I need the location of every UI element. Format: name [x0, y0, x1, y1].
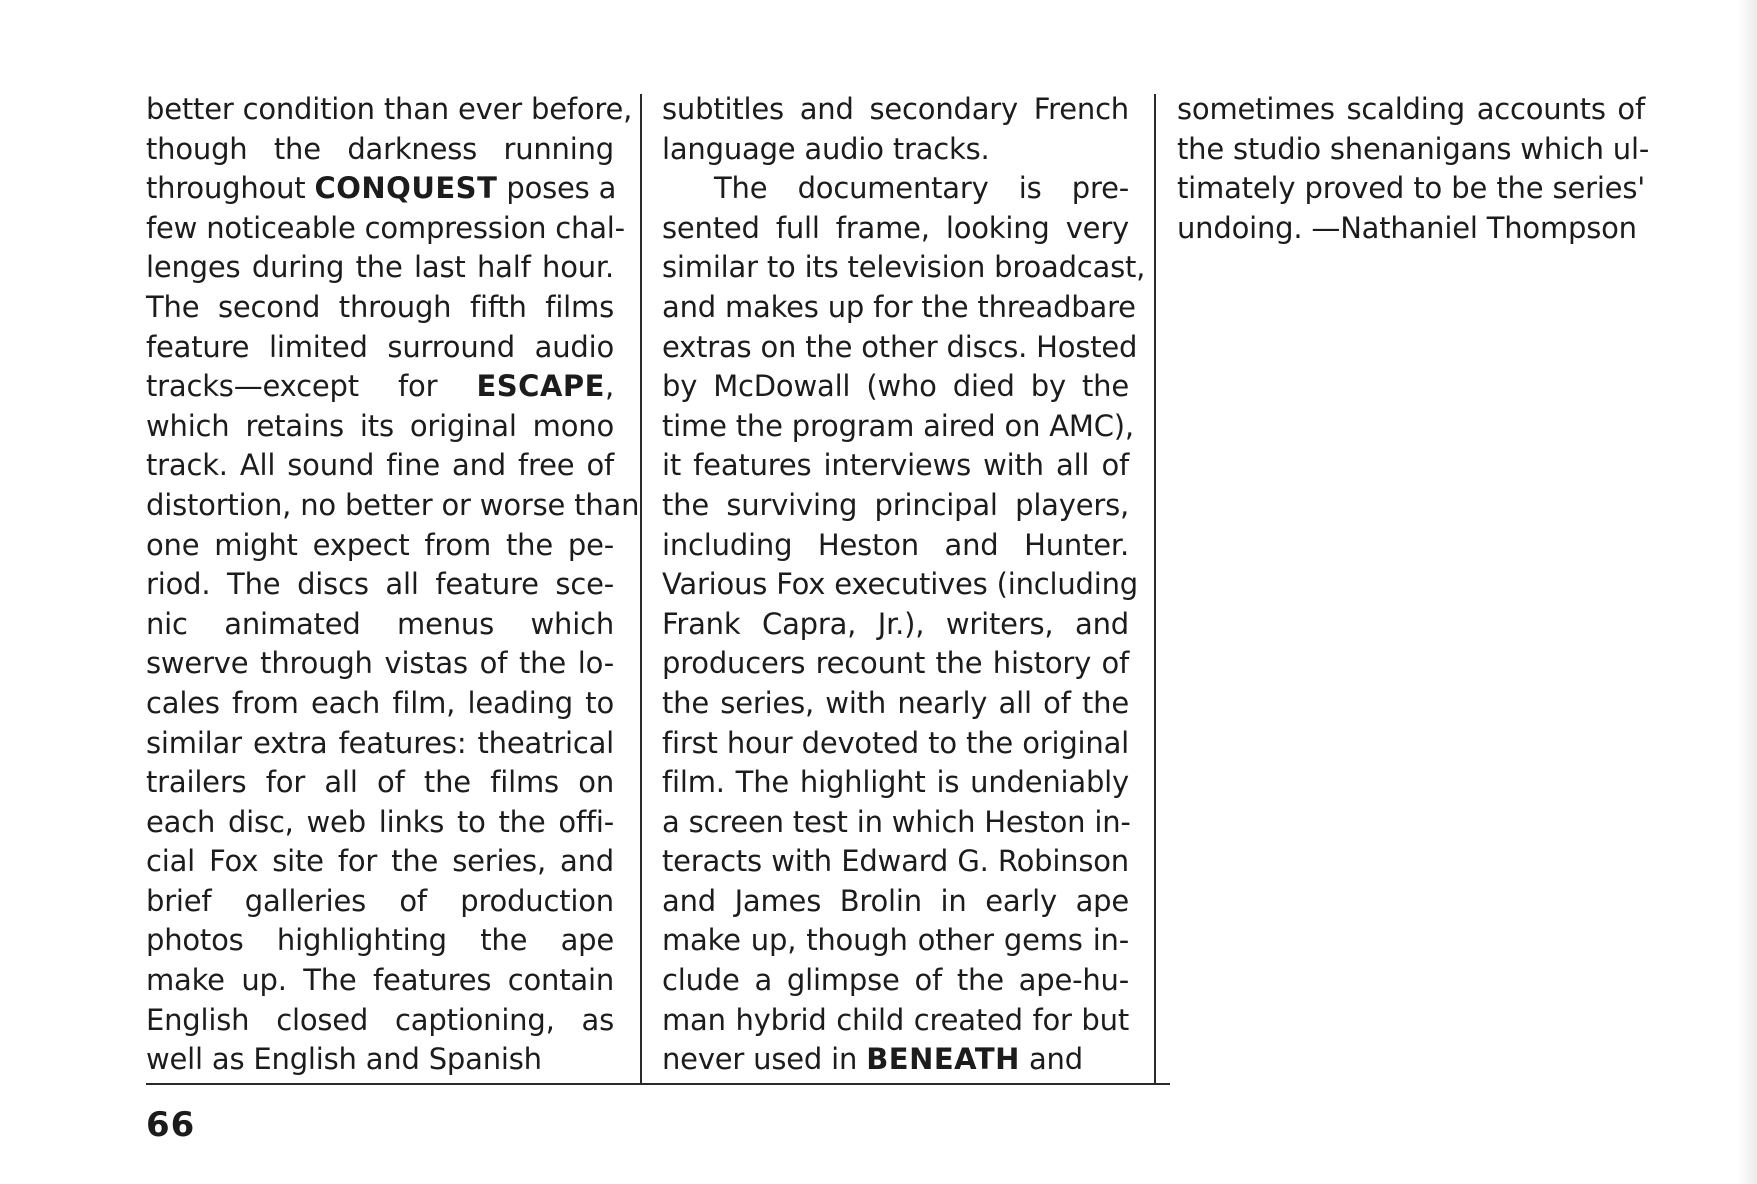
- text-line: [146, 1040, 614, 1080]
- text-column-3: [1177, 90, 1650, 248]
- text-run: first hour devoted to the original: [662, 725, 1129, 760]
- text-run: and makes up for the threadbare: [662, 289, 1136, 324]
- text-line: [146, 842, 614, 882]
- text-line: [662, 407, 1134, 447]
- text-run: nic animated menus which: [146, 606, 614, 641]
- text-run: timately proved to be the series': [1177, 171, 1645, 206]
- text-line: [662, 288, 1136, 328]
- text-line: [662, 842, 1129, 882]
- text-line: [662, 961, 1129, 1001]
- text-run: each disc, web links to the offi-: [146, 804, 614, 839]
- text-run: subtitles and secondary French: [662, 92, 1129, 126]
- text-line: [146, 367, 614, 407]
- text-run: time the program aired on AMC),: [662, 408, 1134, 443]
- text-line: [146, 803, 614, 843]
- text-line: [146, 565, 614, 605]
- text-line: [146, 90, 633, 130]
- text-run: and James Brolin in early ape: [662, 883, 1129, 918]
- text-run: The documentary is pre-: [714, 171, 1129, 206]
- text-line: [146, 921, 614, 961]
- text-line: [146, 288, 614, 328]
- text-run: extras on the other discs. Hosted: [662, 329, 1138, 364]
- column-rule-2: [1154, 94, 1156, 1084]
- text-line: [146, 328, 614, 368]
- text-run: by McDowall (who died by the: [662, 369, 1129, 404]
- text-line: [662, 803, 1129, 843]
- text-line: [146, 684, 614, 724]
- text-run: ,: [604, 369, 614, 404]
- text-run: trailers for all of the films on: [146, 765, 614, 800]
- text-line: [1177, 90, 1645, 130]
- text-line: [662, 367, 1129, 407]
- text-line: [662, 605, 1129, 645]
- text-run: track. All sound fine and free of: [146, 448, 614, 483]
- text-line: [662, 328, 1138, 368]
- text-line: [146, 763, 614, 803]
- film-title: BENEATH: [866, 1042, 1020, 1077]
- text-run: the series, with nearly all of the: [662, 685, 1129, 720]
- text-line: [662, 724, 1129, 764]
- page-edge-shadow: [1737, 0, 1757, 1184]
- text-line: [662, 1040, 1129, 1080]
- text-line: [146, 446, 614, 486]
- text-run: well as English and Spanish: [146, 1042, 542, 1077]
- text-column-1: [146, 90, 640, 1080]
- text-run: producers recount the history of: [662, 646, 1129, 681]
- text-run: distortion, no better or worse than: [146, 487, 640, 522]
- text-line: [662, 644, 1129, 684]
- text-run: sented full frame, looking very: [662, 210, 1129, 245]
- text-run: swerve through vistas of the lo-: [146, 646, 614, 681]
- text-run: the studio shenanigans which ul-: [1177, 131, 1650, 166]
- text-run: including Heston and Hunter.: [662, 527, 1129, 562]
- text-line: [662, 486, 1129, 526]
- text-run: and: [1019, 1042, 1083, 1077]
- text-line: [662, 684, 1129, 724]
- text-line: [1177, 209, 1645, 249]
- text-run: sometimes scalding accounts of: [1177, 92, 1645, 126]
- text-line: [146, 209, 625, 249]
- text-run: one might expect from the pe-: [146, 527, 614, 562]
- text-run: Frank Capra, Jr.), writers, and: [662, 606, 1129, 641]
- text-run: better condition than ever before,: [146, 92, 633, 126]
- text-run: teracts with Edward G. Robinson: [662, 844, 1129, 879]
- page-number: 66: [146, 1105, 196, 1145]
- text-line: [146, 605, 614, 645]
- text-run: a screen test in which Heston in-: [662, 804, 1131, 839]
- bottom-rule: [146, 1083, 1170, 1085]
- text-line: [662, 90, 1129, 130]
- text-run: clude a glimpse of the ape-hu-: [662, 963, 1129, 998]
- text-line: [146, 486, 640, 526]
- text-column-2: [662, 90, 1146, 1080]
- text-run: few noticeable compression chal-: [146, 210, 625, 245]
- column-rule-1: [640, 94, 642, 1084]
- text-line: [146, 130, 614, 170]
- text-line: [662, 209, 1129, 249]
- text-line: [146, 961, 614, 1001]
- text-run: brief galleries of production: [146, 883, 614, 918]
- text-line: [1177, 130, 1650, 170]
- text-run: photos highlighting the ape: [146, 923, 614, 958]
- text-line: [146, 407, 614, 447]
- text-run: which retains its original mono: [146, 408, 614, 443]
- text-line: [146, 1001, 614, 1041]
- film-title: CONQUEST: [314, 171, 498, 206]
- text-run: Various Fox executives (including: [662, 567, 1138, 602]
- text-run: poses a: [497, 171, 617, 206]
- text-run: language audio tracks.: [662, 131, 990, 166]
- text-run: cial Fox site for the series, and: [146, 844, 614, 879]
- text-run: make up. The features contain: [146, 963, 614, 998]
- text-line: [146, 526, 614, 566]
- text-run: cales from each film, leading to: [146, 685, 614, 720]
- text-run: similar to its television broadcast,: [662, 250, 1146, 285]
- text-line: [662, 1001, 1129, 1041]
- text-line: [662, 882, 1129, 922]
- text-line: [662, 763, 1129, 803]
- text-line: [662, 446, 1129, 486]
- film-title: ESCAPE: [476, 369, 605, 404]
- text-run: though the darkness running: [146, 131, 614, 166]
- text-run: The second through fifth films: [146, 289, 614, 324]
- text-run: film. The highlight is undeniably: [662, 765, 1129, 800]
- text-run: similar extra features: theatrical: [146, 725, 614, 760]
- text-line: [146, 882, 614, 922]
- text-line: [662, 130, 1129, 170]
- text-run: man hybrid child created for but: [662, 1002, 1129, 1037]
- text-line: [662, 526, 1129, 566]
- text-run: feature limited surround audio: [146, 329, 614, 364]
- text-run: English closed captioning, as: [146, 1002, 614, 1037]
- text-run: make up, though other gems in-: [662, 923, 1129, 958]
- text-line: [1177, 169, 1645, 209]
- text-line: [662, 921, 1129, 961]
- text-line: [662, 565, 1138, 605]
- text-line: [662, 248, 1146, 288]
- text-line: [146, 169, 617, 209]
- text-line: [146, 248, 614, 288]
- text-run: the surviving principal players,: [662, 487, 1129, 522]
- text-run: undoing. —Nathaniel Thompson: [1177, 210, 1637, 245]
- text-run: tracks—except for: [146, 369, 477, 404]
- text-run: lenges during the last half hour.: [146, 250, 614, 285]
- text-run: never used in: [662, 1042, 867, 1077]
- text-line: [146, 724, 614, 764]
- text-line: [662, 169, 1129, 209]
- text-run: riod. The discs all feature sce-: [146, 567, 614, 602]
- text-run: throughout: [146, 171, 315, 206]
- text-line: [146, 644, 614, 684]
- text-run: it features interviews with all of: [662, 448, 1129, 483]
